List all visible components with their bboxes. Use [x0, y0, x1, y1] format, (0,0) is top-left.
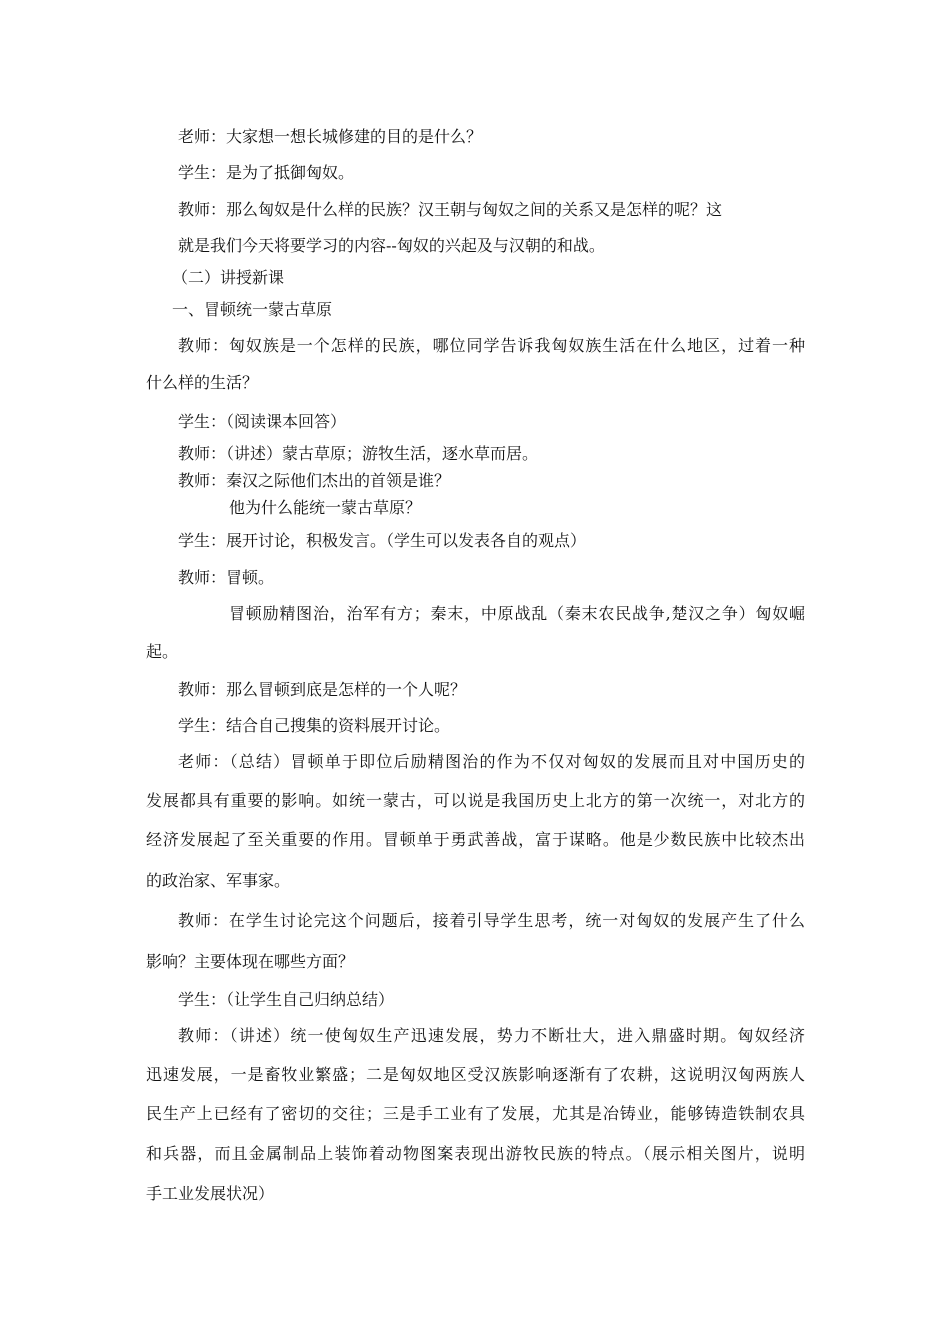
text-line: 学生：结合自己搜集的资料展开讨论。 [178, 716, 451, 735]
text-line: 他为什么能统一蒙古草原？ [229, 498, 422, 517]
text-line: 学生：（阅读课本回答） [178, 412, 347, 431]
text-line: 民生产上已经有了密切的交往；三是手工业有了发展，尤其是冶铸业，能够铸造铁制农具 [146, 1104, 805, 1123]
text-line: 教师：秦汉之际他们杰出的首领是谁？ [178, 471, 451, 490]
text-line: 影响？主要体现在哪些方面？ [146, 952, 355, 971]
text-line: 教师：匈奴族是一个怎样的民族，哪位同学告诉我匈奴族生活在什么地区，过着一种 [178, 336, 805, 355]
text-line: 起。 [146, 642, 179, 661]
text-line: 发展都具有重要的影响。如统一蒙古，可以说是我国历史上北方的第一次统一，对北方的 [146, 791, 805, 810]
text-line: 教师：那么匈奴是什么样的民族？汉王朝与匈奴之间的关系又是怎样的呢？这 [178, 200, 723, 219]
text-line: 学生：展开讨论，积极发言。（学生可以发表各自的观点） [178, 531, 587, 550]
text-line: 教师：冒顿。 [178, 568, 275, 587]
text-line: 教师：（讲述）统一使匈奴生产迅速发展，势力不断壮大，进入鼎盛时期。匈奴经济 [178, 1026, 805, 1045]
text-line: 学生：（让学生自己归纳总结） [178, 990, 395, 1009]
text-line: 的政治家、军事家。 [146, 871, 291, 890]
text-line: 就是我们今天将要学习的内容--匈奴的兴起及与汉朝的和战。 [178, 236, 605, 255]
text-line: 教师：那么冒顿到底是怎样的一个人呢？ [178, 680, 467, 699]
text-line: 老师：大家想一想长城修建的目的是什么？ [178, 127, 483, 146]
section-heading: 一、冒顿统一蒙古草原 [172, 300, 333, 319]
text-line: 老师：（总结）冒顿单于即位后励精图治的作为不仅对匈奴的发展而且对中国历史的 [178, 752, 805, 771]
text-line: 手工业发展状况） [146, 1184, 275, 1203]
text-line: 教师：（讲述）蒙古草原；游牧生活，逐水草而居。 [178, 444, 539, 463]
section-heading: （二）讲授新课 [172, 268, 285, 287]
text-line: 和兵器，而且金属制品上装饰着动物图案表现出游牧民族的特点。（展示相关图片，说明 [146, 1144, 805, 1163]
text-line: 冒顿励精图治，治军有方；秦末，中原战乱（秦末农民战争,楚汉之争）匈奴崛 [229, 604, 805, 623]
text-line: 迅速发展，一是畜牧业繁盛；二是匈奴地区受汉族影响逐渐有了农耕，这说明汉匈两族人 [146, 1065, 805, 1084]
text-line: 经济发展起了至关重要的作用。冒顿单于勇武善战，富于谋略。他是少数民族中比较杰出 [146, 830, 805, 849]
text-line: 什么样的生活？ [146, 373, 259, 392]
text-line: 教师：在学生讨论完这个问题后，接着引导学生思考，统一对匈奴的发展产生了什么 [178, 911, 805, 930]
text-line: 学生：是为了抵御匈奴。 [178, 163, 355, 182]
